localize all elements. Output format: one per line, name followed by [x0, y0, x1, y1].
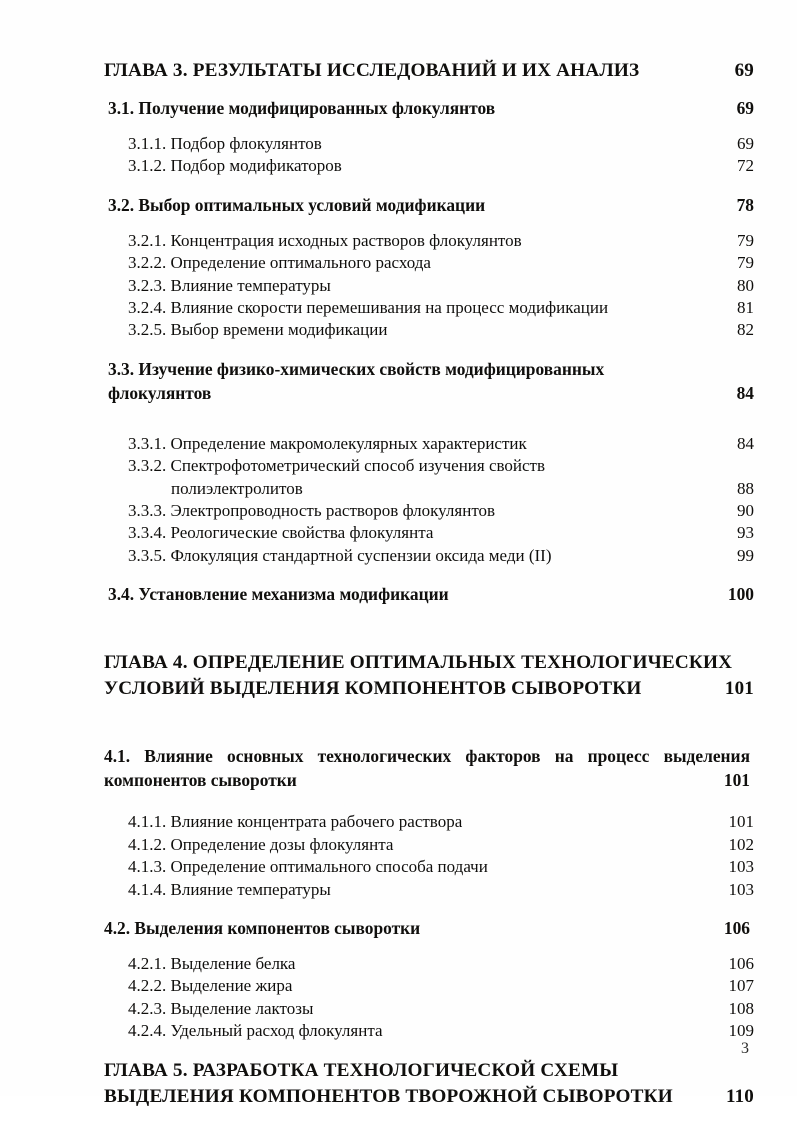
toc-entry-page: 108	[728, 998, 754, 1018]
toc-entry-page: 99	[737, 545, 754, 565]
toc-entry-title: 4.2.4. Удельный расход флокулянта	[128, 1021, 383, 1041]
toc-entry-3-3-5[interactable]	[128, 545, 754, 567]
toc-entry-page: 107	[728, 976, 754, 996]
spacer	[104, 409, 754, 433]
toc-entry-title: 3.2.2. Определение оптимального расхода	[128, 253, 431, 273]
spacer	[104, 610, 754, 650]
toc-entry-4-1[interactable]	[104, 744, 750, 792]
toc-entry-title: 3.2. Выбор оптимальных условий модификации	[108, 194, 486, 215]
toc-entry-title-line2: полиэлектролитов	[171, 478, 303, 498]
toc-entry-page: 101	[728, 812, 754, 832]
toc-entry-4-1-1[interactable]	[128, 811, 754, 833]
toc-entry-4-1-4[interactable]	[128, 879, 754, 901]
toc-entry-4-2-2[interactable]	[128, 975, 754, 997]
toc-entry-3-2-1[interactable]	[128, 230, 754, 252]
spacer	[104, 1043, 754, 1058]
toc-entry-3-2-5[interactable]	[128, 319, 754, 341]
toc-entry-title-line2: УСЛОВИЙ ВЫДЕЛЕНИЯ КОМПОНЕНТОВ СЫВОРОТКИ	[104, 678, 642, 700]
toc-entry-title: ГЛАВА 3. РЕЗУЛЬТАТЫ ИССЛЕДОВАНИЙ И ИХ АНАЛИЗ	[104, 60, 640, 81]
spacer	[104, 944, 754, 953]
toc-entry-title: 3.1.1. Подбор флокулянтов	[128, 134, 322, 153]
toc-entry-title: 4.2. Выделения компонентов сыворотки	[104, 917, 421, 938]
toc-entry-page: 109	[728, 1021, 754, 1041]
spacer	[104, 178, 754, 193]
toc-entry-page: 102	[728, 834, 754, 854]
toc-entry-title: 4.1.4. Влияние температуры	[128, 879, 331, 899]
toc-entry-title: 4.2.3. Выделение лактозы	[128, 998, 314, 1018]
toc-entry-3-2-4[interactable]	[128, 297, 754, 319]
toc-entry-4-2-1[interactable]	[128, 953, 754, 975]
toc-entry-title: 4.1.2. Определение дозы флокулянта	[128, 834, 394, 854]
toc-entry-page: 84	[737, 433, 754, 453]
toc-entry-title: 3.3.3. Электропроводность растворов флокулянтов	[128, 501, 496, 521]
toc-entry-page: 81	[737, 298, 754, 318]
toc-entry-3-2-3[interactable]	[128, 275, 754, 297]
spacer	[104, 567, 754, 582]
spacer	[104, 714, 754, 744]
toc-entry-3-2-2[interactable]	[128, 252, 754, 274]
toc-entry-title-line1: ГЛАВА 4. ОПРЕДЕЛЕНИЕ ОПТИМАЛЬНЫХ ТЕХНОЛОГИЧЕСКИХ	[104, 652, 733, 674]
toc-entry-title: 3.2.1. Концентрация исходных растворов флокулянтов	[128, 230, 522, 250]
toc-entry-page: 79	[737, 230, 754, 250]
spacer	[104, 221, 754, 230]
toc-entry-3-2[interactable]	[108, 193, 754, 217]
page-folio-number: 3	[741, 1040, 749, 1057]
toc-entry-3-3-4[interactable]	[128, 522, 754, 544]
toc-entry-4-1-3[interactable]	[128, 856, 754, 878]
toc-entry-3-3-1[interactable]	[128, 433, 754, 455]
toc-entry-page: 69	[736, 98, 754, 118]
toc-entry-title-line1: 3.3.2. Спектрофотометрический способ изучения свойств	[128, 456, 546, 476]
toc-entry-page: 80	[737, 275, 754, 295]
toc-entry-title: 3.2.4. Влияние скорости перемешивания на процесс модификации	[128, 298, 609, 318]
toc-entry-title: 3.4. Установление механизма модификации	[108, 584, 449, 605]
toc-entry-page: 106	[723, 917, 750, 938]
toc-entry-title: 3.3.5. Флокуляция стандартной суспензии оксида меди (II)	[128, 545, 552, 565]
toc-entry-3-1-2[interactable]	[128, 155, 754, 177]
toc-entry-title: 3.2.5. Выбор времени модификации	[128, 320, 388, 340]
toc-entry-4-2-3[interactable]	[128, 998, 754, 1020]
toc-entry-page: 78	[736, 194, 754, 215]
toc-entry-page: 79	[737, 253, 754, 273]
toc-entry-chapter-4[interactable]	[104, 650, 754, 702]
toc-entry-title: 3.2.3. Влияние температуры	[128, 275, 331, 295]
toc-entry-title: 4.1.1. Влияние концентрата рабочего раствора	[128, 812, 463, 832]
toc-entry-title-line1: 3.3. Изучение физико-химических свойств модифицированных	[108, 358, 605, 379]
toc-entry-title: 4.2.2. Выделение жира	[128, 976, 293, 996]
toc-entry-4-2-4[interactable]	[128, 1020, 754, 1042]
toc-entry-4-1-2[interactable]	[128, 834, 754, 856]
toc-entry-page: 88	[737, 478, 754, 498]
toc-entry-title-line2: флокулянтов	[108, 382, 212, 403]
toc-entry-3-4[interactable]	[108, 582, 754, 606]
toc-entry-3-1[interactable]	[108, 96, 754, 120]
toc-entry-page: 93	[737, 523, 754, 543]
toc-entry-3-3-3[interactable]	[128, 500, 754, 522]
toc-entry-chapter-3[interactable]	[104, 58, 754, 84]
toc-entry-page: 103	[728, 879, 754, 899]
spacer	[104, 796, 754, 811]
toc-entry-title-line1: 4.1. Влияние основных технологических факторов на процесс выделения	[104, 746, 750, 767]
toc-entry-3-3[interactable]	[108, 357, 754, 405]
toc-entry-title: 3.3.1. Определение макромолекулярных характеристик	[128, 433, 527, 453]
spacer	[104, 342, 754, 357]
toc-entry-page: 90	[737, 501, 754, 521]
toc-entry-title-line2: компонентов сыворотки	[104, 770, 297, 791]
toc-entry-3-3-2[interactable]	[128, 455, 754, 500]
toc-entry-page: 101	[724, 678, 754, 700]
toc-entry-page: 103	[728, 857, 754, 877]
toc-entry-title-line1: ГЛАВА 5. РАЗРАБОТКА ТЕХНОЛОГИЧЕСКОЙ СХЕМЫ	[104, 1059, 619, 1081]
toc-entry-3-1-1[interactable]	[128, 133, 754, 155]
toc-entry-title: 3.1. Получение модифицированных флокулянтов	[108, 98, 496, 118]
toc-entry-4-2[interactable]	[104, 916, 750, 940]
toc-entry-page: 101	[723, 770, 750, 791]
toc-entry-title: 4.1.3. Определение оптимального способа подачи	[128, 857, 488, 877]
toc-entry-page: 100	[727, 584, 754, 605]
table-of-contents	[104, 58, 754, 1122]
toc-entry-title-line2: ВЫДЕЛЕНИЯ КОМПОНЕНТОВ ТВОРОЖНОЙ СЫВОРОТКИ	[104, 1085, 673, 1107]
toc-entry-chapter-5[interactable]	[104, 1058, 754, 1110]
toc-entry-page: 69	[737, 134, 754, 153]
toc-entry-page: 106	[728, 953, 754, 973]
spacer	[104, 901, 754, 916]
toc-entry-page: 82	[737, 320, 754, 340]
spacer	[104, 124, 754, 133]
toc-entry-page: 69	[734, 60, 754, 81]
toc-entry-page: 72	[737, 156, 754, 176]
toc-entry-page: 84	[736, 382, 754, 403]
toc-entry-title: 3.3.4. Реологические свойства флокулянта	[128, 523, 434, 543]
toc-entry-title: 4.2.1. Выделение белка	[128, 953, 296, 973]
toc-entry-page: 110	[725, 1085, 754, 1107]
toc-entry-title: 3.1.2. Подбор модификаторов	[128, 156, 342, 176]
